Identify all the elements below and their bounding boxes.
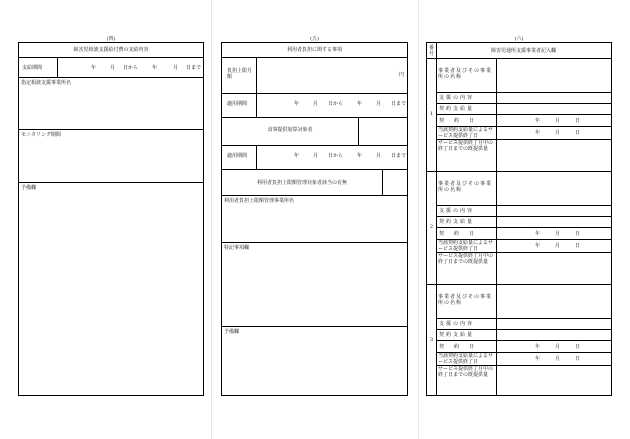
section-2-contract-amount-label: 契約支給量 bbox=[439, 219, 475, 225]
designated-office-label: 指定相談支援事業所名 bbox=[21, 80, 72, 86]
section-3-end-label: 当該契約支給量によるサービス提供終了日 bbox=[438, 353, 494, 365]
section-2-index: 2 bbox=[429, 224, 434, 230]
meal-label: 食事提供加算対象者 bbox=[267, 127, 313, 133]
section-3-index: 3 bbox=[429, 337, 434, 343]
section-3-support-content-label: 支援の内容 bbox=[439, 321, 475, 327]
section-3-contract-amount-label: 契約支給量 bbox=[439, 332, 475, 338]
section-2-contract-date-label: 契約日 bbox=[439, 231, 485, 237]
section-1-provider-label: 事業者及びその事業所の名称 bbox=[438, 68, 493, 80]
panel-6-number: (六) bbox=[514, 36, 524, 42]
section-3-provided-label: サービス提供終了月中の終了日までの既提供量 bbox=[438, 366, 494, 378]
section-1-end-label: 当該契約支給量によるサービス提供終了日 bbox=[438, 127, 494, 139]
order-label: 番号 bbox=[428, 45, 434, 57]
payment-period-label: 支給期間 bbox=[22, 65, 43, 71]
section-2-support-content-label: 支援の内容 bbox=[439, 208, 475, 214]
section-1-support-content-label: 支援の内容 bbox=[439, 95, 475, 101]
section-3-contract-date-label: 契約日 bbox=[439, 344, 485, 350]
burden-cap-label: 負担上限月額 bbox=[227, 68, 253, 80]
section-1-contract-date-label: 契約日 bbox=[439, 118, 485, 124]
panel-4-title: 障害児相談支援給付費の支給内容 bbox=[73, 47, 149, 53]
panel-6-title: 障害児通所支援事業者記入欄 bbox=[490, 48, 556, 54]
applied-period2-label: 適用期間 bbox=[227, 153, 248, 159]
applied-period-label: 適用期間 bbox=[227, 101, 248, 107]
section-2-end-label: 当該契約支給量によるサービス提供終了日 bbox=[438, 240, 494, 252]
panel-4: 障害児相談支援給付費の支給内容 支給期間 年 月 日から 年 月 日まで 指定相談支援事業所名 モニタリング期間 予備欄 bbox=[18, 42, 204, 396]
panel-6: 番号 障害児通所支援事業者記入欄 1 事業者及びその事業所の名称 支援の内容 契約支給量 契約日 年 月 日 当該契約支給量によるサービス提供終了日 年 月 日 サービス提供終了月中の終了日までの既提供量 2 事業者及びその事業所の名称 支援の内容 契約支給量 契約日 年 月 日 当該契約支給量によるサービス提供終了日 年 月 日 サービス提供終了月中の終了日までの既提供量 3 事業者及びその事業所の名称 支援の内容 契約支給量 契約日 年 月 日 当該契約支給量によるサービス提供終了日 年 月 日 サービス提供終了月中の終了日までの既提供量 bbox=[426, 42, 612, 396]
panel-5-title: 利用者負担に関する事項 bbox=[286, 47, 342, 53]
cap-mgmt-office-label: 利用者負担上限額管理事業所名 bbox=[224, 198, 295, 204]
section-3-provider-label: 事業者及びその事業所の名称 bbox=[438, 294, 493, 306]
monitoring-label: モニタリング期間 bbox=[21, 132, 61, 138]
section-2-provided-label: サービス提供終了月中の終了日までの既提供量 bbox=[438, 253, 494, 265]
panel-5-number: (五) bbox=[310, 36, 319, 42]
fold-line-right bbox=[418, 0, 419, 439]
section-1-contract-amount-label: 契約支給量 bbox=[439, 106, 475, 112]
panel-5: 利用者負担に関する事項 負担上限月額 円 適用期間 年 月 日から 年 月 日まで 食事提供加算対象者 適用期間 年 月 日から 年 月 日まで 利用者負担上限額管理対象者該当の有無 利用者負担上限額管理事業所名 特記事項欄 予備欄 bbox=[221, 42, 408, 396]
section-2-provider-label: 事業者及びその事業所の名称 bbox=[438, 181, 493, 193]
section-1-index: 1 bbox=[429, 111, 434, 117]
panel-4-number: (四) bbox=[106, 36, 116, 42]
fold-line-left bbox=[211, 0, 212, 439]
special-notes-label: 特記事項欄 bbox=[224, 245, 250, 251]
section-1-provided-label: サービス提供終了月中の終了日までの既提供量 bbox=[438, 140, 494, 152]
panel-4-notes-label: 予備欄 bbox=[21, 185, 37, 191]
cap-mgmt-label: 利用者負担上限額管理対象者該当の有無 bbox=[256, 180, 347, 186]
panel-5-notes-label: 予備欄 bbox=[224, 329, 240, 335]
yen-unit: 円 bbox=[399, 72, 405, 78]
